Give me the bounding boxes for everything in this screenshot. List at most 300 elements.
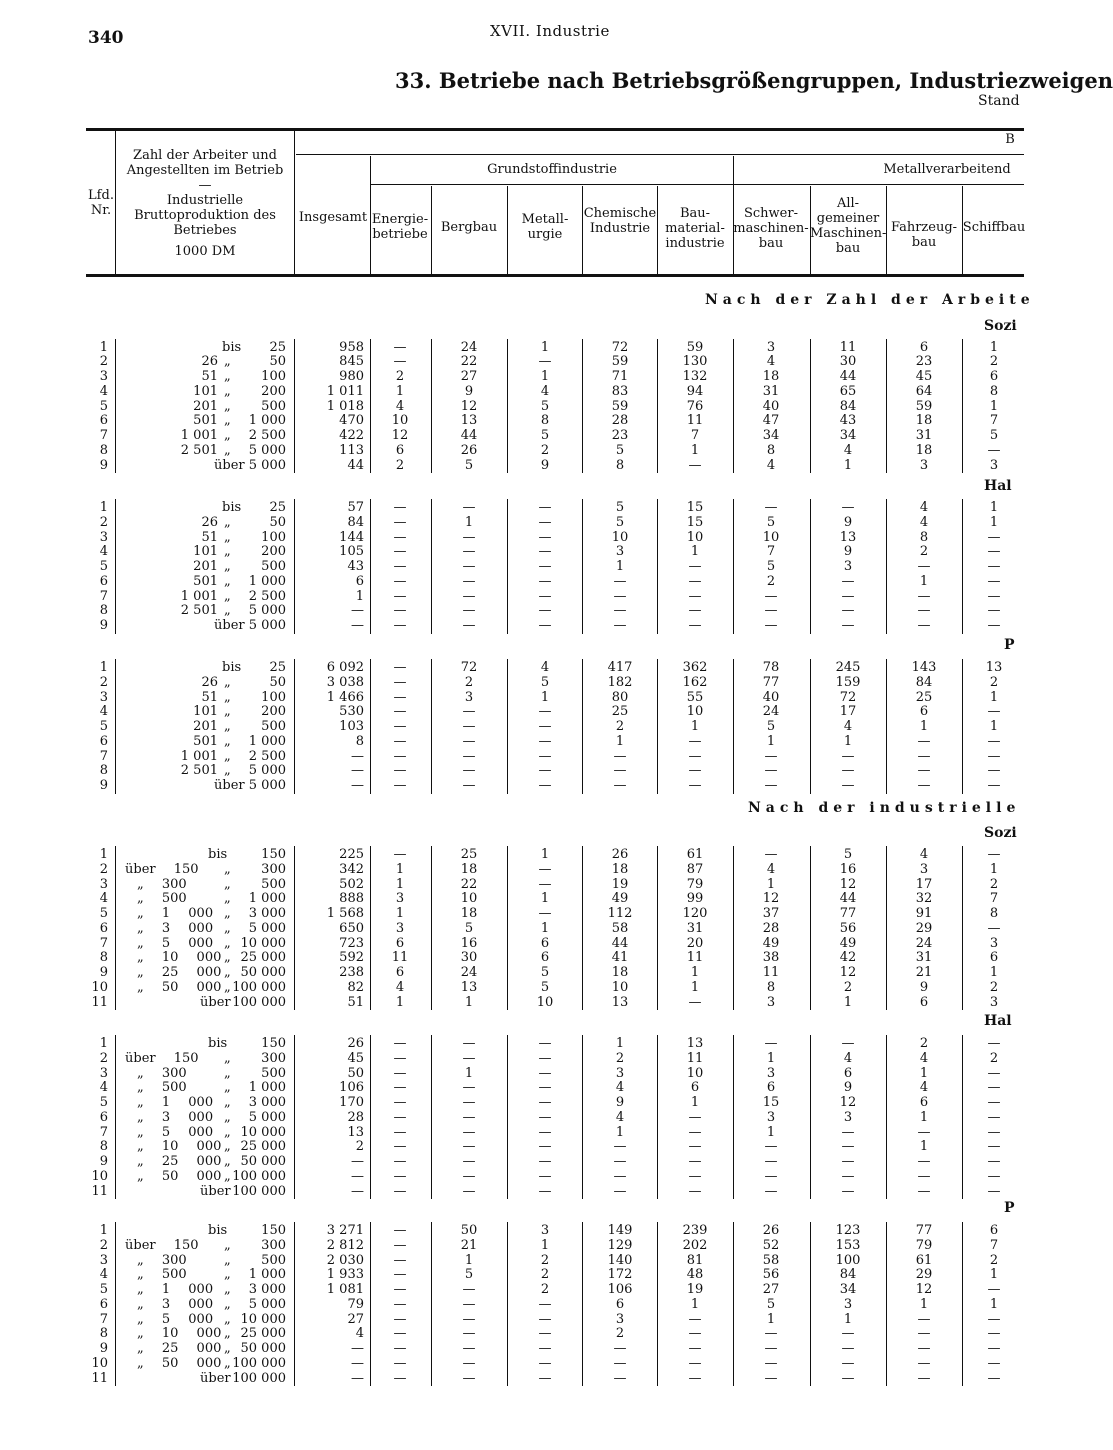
size-to: 1 000 bbox=[248, 891, 286, 907]
value-col-allg-maschinen: 100 bbox=[835, 1252, 861, 1268]
size-sep: „ bbox=[224, 573, 231, 589]
value-col-schiffbau: 3 bbox=[989, 994, 999, 1010]
size-sep: „ bbox=[224, 1296, 231, 1312]
row-number: 7 bbox=[99, 588, 108, 604]
value-col-baumaterial: — bbox=[688, 1370, 702, 1386]
value-col-chemie: 1 bbox=[615, 559, 625, 574]
value-col-chemie: 3 bbox=[615, 1065, 625, 1081]
size-to: 1 000 bbox=[248, 413, 286, 429]
value-col-schwermaschinen: 34 bbox=[762, 428, 780, 443]
size-from: 2 501 bbox=[180, 442, 218, 458]
value-col-baumaterial: — bbox=[688, 457, 702, 473]
value-col-metallurgie: — bbox=[538, 1296, 552, 1312]
value-col-fahrzeug: 23 bbox=[915, 354, 933, 370]
size-to: 300 bbox=[261, 1050, 286, 1066]
value-col-fahrzeug: 61 bbox=[915, 1252, 933, 1268]
value-col-fahrzeug: — bbox=[917, 1341, 931, 1356]
size-to: 500 bbox=[261, 876, 286, 892]
row-number: 6 bbox=[99, 920, 108, 936]
table-row bbox=[0, 1357, 1024, 1372]
row-number: 8 bbox=[99, 603, 108, 619]
value-insgesamt: 106 bbox=[339, 1080, 364, 1096]
value-col-allg-maschinen: — bbox=[841, 1154, 855, 1169]
size-from: „ 300 bbox=[137, 1252, 187, 1268]
header-top-rule bbox=[86, 128, 1024, 131]
value-col-fahrzeug: 31 bbox=[915, 428, 933, 443]
value-col-chemie: 3 bbox=[615, 1311, 625, 1327]
value-col-metallurgie: 6 bbox=[540, 950, 550, 966]
value-insgesamt: 26 bbox=[347, 1036, 364, 1051]
row-number: 7 bbox=[99, 935, 108, 951]
value-col-schiffbau: 13 bbox=[985, 660, 1003, 675]
size-from: „ 3 000 bbox=[137, 920, 214, 936]
value-col-chemie: 23 bbox=[611, 428, 629, 443]
row-number: 11 bbox=[91, 1183, 108, 1199]
value-col-chemie: — bbox=[613, 1183, 627, 1199]
table-row bbox=[0, 1067, 1024, 1082]
size-to: 100 000 bbox=[232, 1355, 286, 1371]
value-col-baumaterial: 55 bbox=[686, 689, 704, 705]
value-col-allg-maschinen: 3 bbox=[843, 1296, 853, 1312]
size-to: 50 000 bbox=[240, 965, 286, 980]
value-col-fahrzeug: 21 bbox=[915, 965, 933, 980]
value-col-fahrzeug: — bbox=[917, 1326, 931, 1342]
value-col-schwermaschinen: 26 bbox=[762, 1223, 780, 1238]
value-col-chemie: — bbox=[613, 573, 627, 589]
value-col-energie: — bbox=[393, 704, 407, 720]
value-col-schiffbau: 6 bbox=[989, 950, 999, 966]
value-col-chemie: — bbox=[613, 1168, 627, 1184]
value-insgesamt: 592 bbox=[339, 950, 364, 966]
value-col-schwermaschinen: 5 bbox=[766, 514, 776, 530]
size-to: 5 000 bbox=[248, 457, 286, 473]
value-col-bergbau: 50 bbox=[460, 1223, 478, 1238]
row-number: 9 bbox=[99, 457, 108, 473]
value-col-chemie: 5 bbox=[615, 500, 625, 515]
value-col-energie: — bbox=[393, 1237, 407, 1253]
value-col-chemie: 2 bbox=[615, 1326, 625, 1342]
value-col-energie: — bbox=[393, 1080, 407, 1096]
value-col-schiffbau: — bbox=[987, 1282, 1001, 1297]
row-number: 2 bbox=[99, 1237, 108, 1253]
value-col-schiffbau: — bbox=[987, 1311, 1001, 1327]
value-col-bergbau: 21 bbox=[460, 1237, 478, 1253]
value-col-energie: — bbox=[393, 1341, 407, 1356]
value-col-bergbau: — bbox=[462, 1168, 476, 1184]
value-col-energie: — bbox=[393, 1050, 407, 1066]
size-sep: „ bbox=[224, 1311, 231, 1327]
value-col-schwermaschinen: 1 bbox=[766, 1050, 776, 1066]
value-col-schiffbau: 1 bbox=[989, 514, 999, 530]
table-row bbox=[0, 501, 1024, 516]
value-col-energie: — bbox=[393, 1036, 407, 1051]
size-from: über 150 bbox=[125, 1237, 199, 1253]
value-col-schwermaschinen: 52 bbox=[762, 1237, 780, 1253]
value-col-chemie: 4 bbox=[615, 1080, 625, 1096]
value-col-fahrzeug: 32 bbox=[915, 891, 933, 907]
value-col-metallurgie: — bbox=[538, 1370, 552, 1386]
size-from: 501 bbox=[193, 733, 218, 749]
size-to: 150 bbox=[261, 1223, 286, 1238]
value-col-schiffbau: — bbox=[987, 847, 1001, 862]
value-col-schiffbau: — bbox=[987, 442, 1001, 458]
row-number: 6 bbox=[99, 1109, 108, 1125]
row-number: 7 bbox=[99, 1124, 108, 1140]
value-col-bergbau: 13 bbox=[460, 413, 478, 429]
value-insgesamt: 44 bbox=[347, 457, 364, 473]
value-col-schiffbau: 2 bbox=[989, 1050, 999, 1066]
value-col-allg-maschinen: 30 bbox=[839, 354, 857, 370]
value-col-schiffbau: 8 bbox=[989, 906, 999, 921]
table-row bbox=[0, 720, 1024, 735]
value-col-fahrzeug: 64 bbox=[915, 383, 933, 399]
value-col-energie: 3 bbox=[395, 891, 405, 907]
value-col-chemie: 9 bbox=[615, 1095, 625, 1110]
value-col-energie: 2 bbox=[395, 457, 405, 473]
value-col-baumaterial: — bbox=[688, 1355, 702, 1371]
row-number: 3 bbox=[99, 876, 108, 892]
value-insgesamt: 2 bbox=[355, 1139, 364, 1155]
value-col-schiffbau: 3 bbox=[989, 457, 999, 473]
value-insgesamt: 1 466 bbox=[326, 689, 364, 705]
value-col-allg-maschinen: 123 bbox=[835, 1223, 861, 1238]
value-insgesamt: 84 bbox=[347, 514, 364, 530]
size-sep: „ bbox=[224, 891, 231, 907]
value-col-bergbau: 24 bbox=[460, 965, 478, 980]
header-bottom-rule bbox=[86, 274, 1024, 277]
value-col-metallurgie: 1 bbox=[540, 920, 550, 936]
header-group-dash: — bbox=[198, 178, 212, 193]
table-row bbox=[0, 676, 1024, 691]
value-col-bergbau: — bbox=[462, 1296, 476, 1312]
value-col-bergbau: — bbox=[462, 1183, 476, 1199]
value-col-allg-maschinen: 44 bbox=[839, 891, 857, 907]
row-number: 2 bbox=[99, 861, 108, 877]
value-col-fahrzeug: — bbox=[917, 1355, 931, 1371]
value-insgesamt: 4 bbox=[355, 1326, 364, 1342]
value-col-baumaterial: 10 bbox=[686, 704, 704, 720]
value-col-bergbau: — bbox=[462, 704, 476, 720]
value-col-metallurgie: — bbox=[538, 1139, 552, 1155]
value-col-metallurgie: 2 bbox=[540, 1282, 550, 1297]
value-col-chemie: 25 bbox=[611, 704, 629, 720]
value-col-chemie: — bbox=[613, 763, 627, 779]
size-sep: „ bbox=[224, 1139, 231, 1155]
header-col-schiffbau: Schiffbau bbox=[962, 220, 1026, 235]
value-col-chemie: 1 bbox=[615, 1036, 625, 1051]
value-col-allg-maschinen: — bbox=[841, 778, 855, 793]
value-col-metallurgie: — bbox=[538, 1168, 552, 1184]
value-col-allg-maschinen: 6 bbox=[843, 1065, 853, 1081]
size-to: 200 bbox=[261, 544, 286, 560]
size-sep: bis bbox=[222, 500, 242, 515]
value-col-energie: 1 bbox=[395, 906, 405, 921]
table-row bbox=[0, 355, 1024, 370]
value-col-metallurgie: — bbox=[538, 906, 552, 921]
value-col-schwermaschinen: 8 bbox=[766, 442, 776, 458]
table-row bbox=[0, 1268, 1024, 1283]
value-col-schwermaschinen: — bbox=[764, 618, 778, 633]
value-col-schwermaschinen: 1 bbox=[766, 1124, 776, 1140]
value-col-schwermaschinen: 40 bbox=[762, 398, 780, 414]
value-col-energie: — bbox=[393, 1267, 407, 1283]
value-col-metallurgie: — bbox=[538, 544, 552, 560]
value-col-schwermaschinen: 1 bbox=[766, 1311, 776, 1327]
value-col-energie: — bbox=[393, 354, 407, 370]
size-to: 100 bbox=[261, 369, 286, 384]
row-number: 2 bbox=[99, 354, 108, 370]
value-col-allg-maschinen: 42 bbox=[839, 950, 857, 966]
size-sep: „ bbox=[224, 763, 231, 779]
value-col-schwermaschinen: 5 bbox=[766, 559, 776, 574]
value-col-fahrzeug: 4 bbox=[919, 500, 929, 515]
row-number: 8 bbox=[99, 763, 108, 779]
value-col-metallurgie: — bbox=[538, 1183, 552, 1199]
table-row bbox=[0, 1185, 1024, 1200]
value-col-energie: — bbox=[393, 778, 407, 793]
value-col-energie: — bbox=[393, 1296, 407, 1312]
value-col-chemie: 5 bbox=[615, 514, 625, 530]
value-col-energie: — bbox=[393, 339, 407, 355]
value-col-schiffbau: — bbox=[987, 529, 1001, 545]
size-sep: über bbox=[214, 778, 245, 793]
value-col-metallurgie: — bbox=[538, 559, 552, 574]
value-col-metallurgie: 4 bbox=[540, 660, 550, 675]
size-to: 50 bbox=[269, 674, 286, 690]
section-title: Nach der industrielle bbox=[748, 800, 1021, 816]
value-col-schwermaschinen: 28 bbox=[762, 920, 780, 936]
value-insgesamt: — bbox=[351, 1168, 364, 1184]
value-col-metallurgie: 3 bbox=[540, 1223, 550, 1238]
value-col-bergbau: — bbox=[462, 733, 476, 749]
value-col-allg-maschinen: — bbox=[841, 618, 855, 633]
value-col-fahrzeug: 18 bbox=[915, 413, 933, 429]
value-col-allg-maschinen: 9 bbox=[843, 544, 853, 560]
value-col-allg-maschinen: 43 bbox=[839, 413, 857, 429]
header-insgesamt: Insgesamt bbox=[298, 210, 368, 225]
size-to: 10 000 bbox=[240, 935, 286, 951]
table-row bbox=[0, 590, 1024, 605]
value-col-schwermaschinen: 7 bbox=[766, 544, 776, 560]
value-col-allg-maschinen: — bbox=[841, 573, 855, 589]
value-col-fahrzeug: 6 bbox=[919, 1095, 929, 1110]
value-col-energie: 6 bbox=[395, 442, 405, 458]
value-col-fahrzeug: 77 bbox=[915, 1223, 933, 1238]
size-to: 2 500 bbox=[248, 428, 286, 443]
value-col-allg-maschinen: 12 bbox=[839, 965, 857, 980]
row-number: 4 bbox=[99, 704, 108, 720]
value-col-energie: 1 bbox=[395, 861, 405, 877]
size-from: „ 500 bbox=[137, 1267, 187, 1283]
value-col-baumaterial: 11 bbox=[686, 950, 704, 966]
row-number: 1 bbox=[99, 1223, 108, 1238]
row-number: 3 bbox=[99, 369, 108, 384]
value-col-chemie: 2 bbox=[615, 1050, 625, 1066]
size-from: über 150 bbox=[125, 861, 199, 877]
row-number: 9 bbox=[99, 778, 108, 793]
size-sep: „ bbox=[224, 1124, 231, 1140]
row-number: 5 bbox=[99, 398, 108, 414]
value-insgesamt: 958 bbox=[339, 339, 364, 355]
size-from: „ 5 000 bbox=[137, 935, 214, 951]
value-insgesamt: 3 271 bbox=[326, 1223, 364, 1238]
value-insgesamt: 50 bbox=[347, 1065, 364, 1081]
value-col-metallurgie: 5 bbox=[540, 398, 550, 414]
value-col-baumaterial: 15 bbox=[686, 514, 704, 530]
value-insgesamt: 79 bbox=[347, 1296, 364, 1312]
size-to: 25 bbox=[269, 339, 286, 355]
value-insgesamt: — bbox=[351, 763, 364, 779]
value-col-allg-maschinen: 12 bbox=[839, 876, 857, 892]
value-col-metallurgie: — bbox=[538, 573, 552, 589]
value-col-bergbau: — bbox=[462, 1080, 476, 1096]
header-metallverarb: Metallverarbeitend bbox=[883, 162, 1011, 177]
value-col-metallurgie: — bbox=[538, 733, 552, 749]
value-col-bergbau: — bbox=[462, 1095, 476, 1110]
value-col-schiffbau: — bbox=[987, 1370, 1001, 1386]
value-col-bergbau: 24 bbox=[460, 339, 478, 355]
value-col-schwermaschinen: 49 bbox=[762, 935, 780, 951]
row-number: 2 bbox=[99, 674, 108, 690]
table-row bbox=[0, 531, 1024, 546]
value-col-schwermaschinen: 18 bbox=[762, 369, 780, 384]
value-insgesamt: 1 bbox=[355, 588, 364, 604]
size-sep: „ bbox=[224, 369, 231, 384]
size-sep: „ bbox=[224, 920, 231, 936]
value-col-energie: — bbox=[393, 1095, 407, 1110]
header-col-schwermaschinen: Schwermaschinenbau bbox=[733, 206, 809, 251]
value-col-metallurgie: 2 bbox=[540, 442, 550, 458]
value-col-chemie: 19 bbox=[611, 876, 629, 892]
value-col-fahrzeug: 29 bbox=[915, 1267, 933, 1283]
row-number: 4 bbox=[99, 891, 108, 907]
size-sep: „ bbox=[224, 950, 231, 966]
value-col-schwermaschinen: 37 bbox=[762, 906, 780, 921]
size-to: 100 000 bbox=[232, 1370, 286, 1386]
value-col-baumaterial: 20 bbox=[686, 935, 704, 951]
value-col-bergbau: 16 bbox=[460, 935, 478, 951]
value-col-bergbau: — bbox=[462, 1109, 476, 1125]
size-to: 2 500 bbox=[248, 588, 286, 604]
size-from: „ 25 000 bbox=[137, 1154, 222, 1169]
value-col-metallurgie: — bbox=[538, 1124, 552, 1140]
row-number: 9 bbox=[99, 1341, 108, 1356]
size-sep: „ bbox=[224, 748, 231, 764]
value-col-baumaterial: — bbox=[688, 1139, 702, 1155]
value-col-allg-maschinen: 34 bbox=[839, 428, 857, 443]
value-col-bergbau: 9 bbox=[464, 383, 474, 399]
value-col-schwermaschinen: — bbox=[764, 748, 778, 764]
row-number: 1 bbox=[99, 1036, 108, 1051]
value-col-baumaterial: — bbox=[688, 1154, 702, 1169]
value-col-baumaterial: — bbox=[688, 778, 702, 793]
value-col-fahrzeug: 2 bbox=[919, 1036, 929, 1051]
value-col-schwermaschinen: 11 bbox=[762, 965, 780, 980]
value-col-metallurgie: — bbox=[538, 1341, 552, 1356]
table-row bbox=[0, 907, 1024, 922]
size-sep: „ bbox=[224, 1065, 231, 1081]
value-col-schwermaschinen: — bbox=[764, 588, 778, 604]
value-col-baumaterial: — bbox=[688, 748, 702, 764]
size-to: 100 bbox=[261, 529, 286, 545]
size-from: 1 001 bbox=[180, 428, 218, 443]
value-col-schwermaschinen: 3 bbox=[766, 1065, 776, 1081]
value-col-energie: — bbox=[393, 1252, 407, 1268]
value-col-allg-maschinen: — bbox=[841, 588, 855, 604]
table-row bbox=[0, 414, 1024, 429]
value-col-fahrzeug: 24 bbox=[915, 935, 933, 951]
value-col-baumaterial: — bbox=[688, 1341, 702, 1356]
size-sep: „ bbox=[224, 529, 231, 545]
size-from: „ 500 bbox=[137, 891, 187, 907]
value-insgesamt: 57 bbox=[347, 500, 364, 515]
value-col-chemie: 80 bbox=[611, 689, 629, 705]
row-number: 2 bbox=[99, 1050, 108, 1066]
header-sub-rule-2 bbox=[370, 184, 1024, 185]
size-sep: über bbox=[214, 457, 245, 473]
value-col-chemie: — bbox=[613, 1139, 627, 1155]
value-col-schiffbau: 6 bbox=[989, 369, 999, 384]
size-from: 1 001 bbox=[180, 748, 218, 764]
table-row bbox=[0, 937, 1024, 952]
row-number: 5 bbox=[99, 906, 108, 921]
value-col-schwermaschinen: 27 bbox=[762, 1282, 780, 1297]
value-col-schwermaschinen: — bbox=[764, 603, 778, 619]
size-to: 2 500 bbox=[248, 748, 286, 764]
value-col-fahrzeug: 18 bbox=[915, 442, 933, 458]
table-row bbox=[0, 691, 1024, 706]
value-col-metallurgie: — bbox=[538, 1095, 552, 1110]
size-from: „ 500 bbox=[137, 1080, 187, 1096]
value-col-bergbau: — bbox=[462, 559, 476, 574]
value-col-baumaterial: 1 bbox=[690, 979, 700, 995]
value-col-bergbau: 27 bbox=[460, 369, 478, 384]
value-col-schiffbau: — bbox=[987, 704, 1001, 720]
value-col-fahrzeug: — bbox=[917, 1124, 931, 1140]
value-col-fahrzeug: — bbox=[917, 618, 931, 633]
value-col-baumaterial: 7 bbox=[690, 428, 700, 443]
value-col-allg-maschinen: — bbox=[841, 1355, 855, 1371]
value-col-schiffbau: — bbox=[987, 544, 1001, 560]
table-row bbox=[0, 966, 1024, 981]
size-to: 100 bbox=[261, 689, 286, 705]
size-from: „ 10 000 bbox=[137, 950, 222, 966]
size-sep: „ bbox=[224, 1355, 231, 1371]
size-sep: „ bbox=[224, 965, 231, 980]
row-number: 1 bbox=[99, 847, 108, 862]
row-number: 5 bbox=[99, 1095, 108, 1110]
value-col-chemie: — bbox=[613, 1355, 627, 1371]
size-from: „ 3 000 bbox=[137, 1109, 214, 1125]
size-to: 100 000 bbox=[232, 1183, 286, 1199]
value-col-bergbau: — bbox=[462, 748, 476, 764]
table-row bbox=[0, 1327, 1024, 1342]
row-number: 4 bbox=[99, 1267, 108, 1283]
value-col-schwermaschinen: — bbox=[764, 1370, 778, 1386]
value-col-allg-maschinen: 3 bbox=[843, 559, 853, 574]
value-col-baumaterial: 10 bbox=[686, 1065, 704, 1081]
group-label: Hal bbox=[984, 1013, 1012, 1029]
value-col-allg-maschinen: 44 bbox=[839, 369, 857, 384]
value-col-schiffbau: 3 bbox=[989, 935, 999, 951]
size-sep: „ bbox=[224, 398, 231, 414]
value-insgesamt: 113 bbox=[339, 442, 364, 458]
value-col-schwermaschinen: — bbox=[764, 1139, 778, 1155]
value-col-schwermaschinen: 12 bbox=[762, 891, 780, 907]
value-col-bergbau: 5 bbox=[464, 920, 474, 936]
value-col-metallurgie: — bbox=[538, 354, 552, 370]
table-row bbox=[0, 575, 1024, 590]
